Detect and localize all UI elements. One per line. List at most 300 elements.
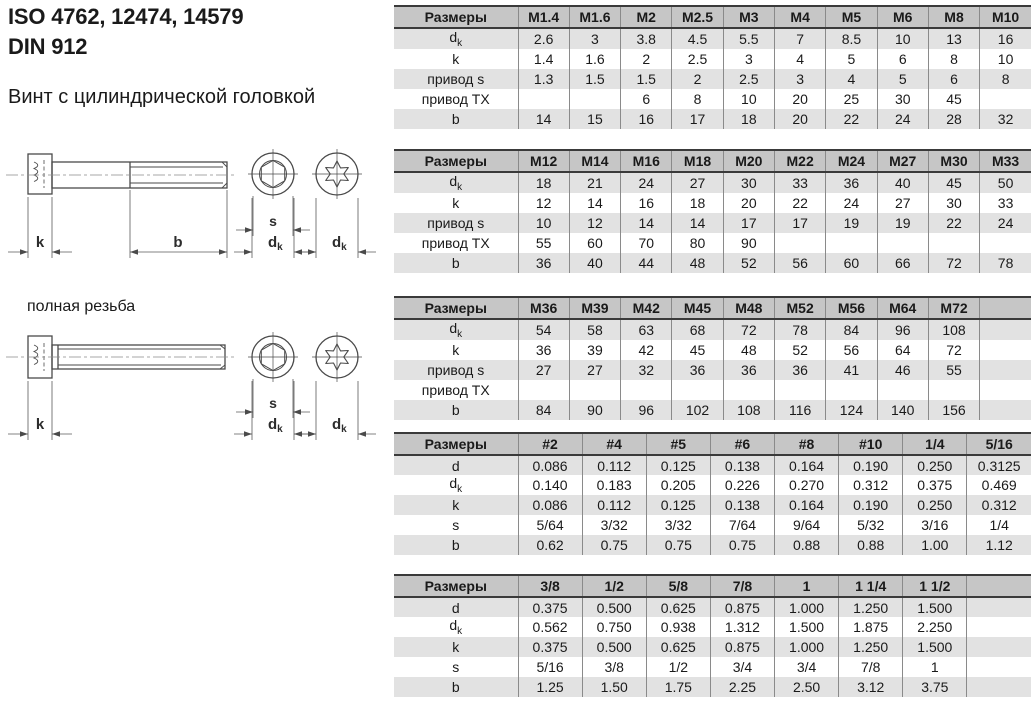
dimension-value: 46 xyxy=(877,360,928,380)
screw-side-view xyxy=(6,336,237,378)
size-column-header: M56 xyxy=(826,297,877,319)
dimension-value xyxy=(826,233,877,253)
dimension-row xyxy=(394,455,1031,475)
dimension-value: 1.5 xyxy=(621,69,672,89)
size-column-header: M6 xyxy=(877,6,928,28)
dk-dimension-label: $d_k$ xyxy=(268,234,283,253)
dimension-arrows xyxy=(20,227,366,254)
size-column-header: M10 xyxy=(980,6,1031,28)
dimension-value xyxy=(723,380,774,400)
dimension-value: 78 xyxy=(774,319,825,340)
dimension-value: 22 xyxy=(928,213,979,233)
dimension-value: 25 xyxy=(826,89,877,109)
dimension-value: 5/16 xyxy=(518,657,582,677)
dimension-value: 108 xyxy=(723,400,774,420)
row-label: b xyxy=(394,109,518,129)
dimension-value: 7/64 xyxy=(710,515,774,535)
dimension-value: 30 xyxy=(928,193,979,213)
row-label: привод TX xyxy=(394,233,518,253)
dimension-value: 18 xyxy=(723,109,774,129)
dimension-value: 27 xyxy=(569,360,620,380)
dimension-value: 64 xyxy=(877,340,928,360)
dimension-value: 6 xyxy=(621,89,672,109)
dimension-value: 27 xyxy=(877,193,928,213)
row-label: привод s xyxy=(394,360,518,380)
size-column-header: M64 xyxy=(877,297,928,319)
dimension-value: 16 xyxy=(621,193,672,213)
dimension-value: 3 xyxy=(569,28,620,49)
dimension-value: 48 xyxy=(672,253,723,273)
size-column-header: M45 xyxy=(672,297,723,319)
dimension-value: 36 xyxy=(518,253,569,273)
dimension-value: 24 xyxy=(621,172,672,193)
dimension-value: 3/4 xyxy=(775,657,839,677)
dimension-row xyxy=(394,597,1031,617)
size-column-header: 3/8 xyxy=(518,575,582,597)
s-dimension-label: s xyxy=(269,213,277,229)
dimension-value: 90 xyxy=(569,400,620,420)
dimension-value: 16 xyxy=(980,28,1031,49)
dimension-value: 108 xyxy=(928,319,979,340)
size-column-header: M27 xyxy=(877,150,928,172)
dimension-value: 0.375 xyxy=(903,475,967,495)
b-dimension-label: b xyxy=(173,234,183,251)
hex-socket-end-view xyxy=(248,149,298,199)
dimension-row xyxy=(394,360,1031,380)
dimension-value: 1.500 xyxy=(903,597,967,617)
dimension-value: 1.00 xyxy=(903,535,967,555)
dimension-value: 36 xyxy=(826,172,877,193)
table-header-row xyxy=(394,297,1031,319)
corner-header: Размеры xyxy=(394,575,518,597)
row-label: $d_k$ xyxy=(394,617,518,637)
dimension-value: 84 xyxy=(826,319,877,340)
size-column-header: M36 xyxy=(518,297,569,319)
dimension-value: 7/8 xyxy=(839,657,903,677)
dimension-value: 40 xyxy=(569,253,620,273)
row-label: $d_k$ xyxy=(394,475,518,495)
dimension-value: 1 xyxy=(903,657,967,677)
dimension-arrows xyxy=(20,409,366,436)
dimension-value: 0.140 xyxy=(518,475,582,495)
dimension-value: 41 xyxy=(826,360,877,380)
dimension-value: 7 xyxy=(774,28,825,49)
dimension-value: 32 xyxy=(621,360,672,380)
dimension-value: 52 xyxy=(774,340,825,360)
dimension-value: 1.250 xyxy=(839,597,903,617)
dimension-value: 72 xyxy=(723,319,774,340)
dimension-value: 14 xyxy=(621,213,672,233)
dimension-value: 0.190 xyxy=(839,495,903,515)
dimension-value: 5/64 xyxy=(518,515,582,535)
dimension-value: 0.164 xyxy=(775,495,839,515)
dimension-value: 1.000 xyxy=(775,637,839,657)
dimension-value: 30 xyxy=(723,172,774,193)
dimension-value: 0.183 xyxy=(582,475,646,495)
dimension-row xyxy=(394,380,1031,400)
dimension-row xyxy=(394,89,1031,109)
dimension-value xyxy=(877,233,928,253)
row-label: привод s xyxy=(394,69,518,89)
dimension-value: 0.312 xyxy=(839,475,903,495)
dimension-value: 40 xyxy=(877,172,928,193)
dimension-row xyxy=(394,677,1031,697)
size-column-header: 1 1/4 xyxy=(839,575,903,597)
dimension-value: 27 xyxy=(518,360,569,380)
dimension-value: 0.312 xyxy=(967,495,1031,515)
torx-end-view xyxy=(312,149,362,199)
dimension-value: 2.25 xyxy=(710,677,774,697)
dimension-value: 0.375 xyxy=(518,597,582,617)
dimension-value: 1.3 xyxy=(518,69,569,89)
dimension-value: 3/8 xyxy=(582,657,646,677)
dk-dimension-label: $d_k$ xyxy=(268,416,283,435)
full-thread-caption: полная резьба xyxy=(27,298,136,315)
dimension-row xyxy=(394,515,1031,535)
dimension-value xyxy=(569,380,620,400)
dimension-value: 14 xyxy=(672,213,723,233)
dimension-value: 56 xyxy=(774,253,825,273)
k-dimension-label: k xyxy=(35,234,45,251)
size-column-header: 7/8 xyxy=(710,575,774,597)
row-label: привод TX xyxy=(394,380,518,400)
dimension-value: 0.500 xyxy=(582,637,646,657)
dimension-value xyxy=(980,380,1031,400)
dimension-value: 2 xyxy=(672,69,723,89)
dimension-value: 3.8 xyxy=(621,28,672,49)
dk-dimension-label: $d_k$ xyxy=(332,416,347,435)
dimension-value: 4 xyxy=(826,69,877,89)
dimension-row xyxy=(394,617,1031,637)
dimension-value: 90 xyxy=(723,233,774,253)
row-label: b xyxy=(394,253,518,273)
row-label: $d_k$ xyxy=(394,172,518,193)
size-column-header: 5/16 xyxy=(967,433,1031,455)
row-label: k xyxy=(394,340,518,360)
screw-drawing-partial-thread xyxy=(0,140,390,300)
row-label: d xyxy=(394,597,518,617)
dimension-value: 15 xyxy=(569,109,620,129)
dimension-value: 14 xyxy=(569,193,620,213)
dimension-value: 102 xyxy=(672,400,723,420)
dimension-value: 18 xyxy=(518,172,569,193)
dimension-value xyxy=(569,89,620,109)
dimension-value: 66 xyxy=(877,253,928,273)
dimension-value: 14 xyxy=(518,109,569,129)
size-column-header: M18 xyxy=(672,150,723,172)
dimension-value: 0.625 xyxy=(646,597,710,617)
size-column-header: M12 xyxy=(518,150,569,172)
size-column-header: #2 xyxy=(518,433,582,455)
size-column-header: M48 xyxy=(723,297,774,319)
dimension-value xyxy=(518,380,569,400)
dimension-value: 24 xyxy=(877,109,928,129)
row-label: k xyxy=(394,49,518,69)
dimension-value xyxy=(774,233,825,253)
standard-title-din: DIN 912 xyxy=(8,34,88,59)
dimension-value: 2.6 xyxy=(518,28,569,49)
dimension-value: 0.190 xyxy=(839,455,903,475)
size-column-header: M30 xyxy=(928,150,979,172)
dimension-lines xyxy=(8,379,376,440)
dimension-value: 0.875 xyxy=(710,597,774,617)
dimension-value: 8.5 xyxy=(826,28,877,49)
dimension-value: 21 xyxy=(569,172,620,193)
dimension-value: 0.250 xyxy=(903,455,967,475)
dimension-value: 0.112 xyxy=(582,455,646,475)
dimension-value: 1.875 xyxy=(839,617,903,637)
dimension-value xyxy=(967,597,1031,617)
dimension-value xyxy=(928,380,979,400)
row-label: $d_k$ xyxy=(394,319,518,340)
row-label: k xyxy=(394,193,518,213)
size-column-header: M16 xyxy=(621,150,672,172)
dimension-value xyxy=(980,89,1031,109)
row-label: $d_k$ xyxy=(394,28,518,49)
dimension-value: 27 xyxy=(672,172,723,193)
dimension-value: 63 xyxy=(621,319,672,340)
dimension-value: 3.12 xyxy=(839,677,903,697)
dimension-row xyxy=(394,253,1031,273)
dimension-value xyxy=(980,233,1031,253)
dimension-value: 5/32 xyxy=(839,515,903,535)
dimension-lines xyxy=(8,190,376,258)
dimension-value: 80 xyxy=(672,233,723,253)
dimension-value: 13 xyxy=(928,28,979,49)
size-column-header: M72 xyxy=(928,297,979,319)
dimension-value: 2.5 xyxy=(672,49,723,69)
size-column-header: M1.6 xyxy=(569,6,620,28)
dimension-value: 3 xyxy=(723,49,774,69)
row-label: s xyxy=(394,515,518,535)
dimension-value: 45 xyxy=(928,89,979,109)
corner-header: Размеры xyxy=(394,433,518,455)
dimension-value: 1/2 xyxy=(646,657,710,677)
dimension-value: 0.125 xyxy=(646,495,710,515)
dimension-row xyxy=(394,233,1031,253)
dimension-value: 3/16 xyxy=(903,515,967,535)
dimension-value: 0.75 xyxy=(582,535,646,555)
corner-header: Размеры xyxy=(394,150,518,172)
size-column-header: M24 xyxy=(826,150,877,172)
dimension-value xyxy=(826,380,877,400)
dimension-row xyxy=(394,213,1031,233)
size-column-header: M3 xyxy=(723,6,774,28)
dimension-value: 16 xyxy=(621,109,672,129)
dimension-value: 4.5 xyxy=(672,28,723,49)
dimension-value: 0.138 xyxy=(710,455,774,475)
dimension-value: 1.250 xyxy=(839,637,903,657)
dimension-value: 42 xyxy=(621,340,672,360)
dimension-value: 10 xyxy=(980,49,1031,69)
dimension-value: 60 xyxy=(569,233,620,253)
dimension-value: 70 xyxy=(621,233,672,253)
dimension-row xyxy=(394,400,1031,420)
dimension-row xyxy=(394,657,1031,677)
dimension-row xyxy=(394,109,1031,129)
dimension-value: 8 xyxy=(928,49,979,69)
dimension-value: 17 xyxy=(672,109,723,129)
size-column-header xyxy=(980,297,1031,319)
dimension-value: 1.25 xyxy=(518,677,582,697)
dimension-value xyxy=(967,657,1031,677)
dimension-value: 24 xyxy=(980,213,1031,233)
dimension-row xyxy=(394,637,1031,657)
dimension-value: 32 xyxy=(980,109,1031,129)
dimension-value: 1.50 xyxy=(582,677,646,697)
size-column-header: M5 xyxy=(826,6,877,28)
dimension-value: 44 xyxy=(621,253,672,273)
corner-header: Размеры xyxy=(394,6,518,28)
dimension-value xyxy=(967,677,1031,697)
size-column-header: #4 xyxy=(582,433,646,455)
dimension-value: 9/64 xyxy=(775,515,839,535)
dimension-value xyxy=(621,380,672,400)
table-header-row xyxy=(394,433,1031,455)
dk-dimension-label: $d_k$ xyxy=(332,234,347,253)
size-column-header: 1/2 xyxy=(582,575,646,597)
dimension-value: 10 xyxy=(723,89,774,109)
dimension-value: 1.312 xyxy=(710,617,774,637)
product-subtitle: Винт с цилиндрической головкой xyxy=(8,86,316,108)
dimension-value: 17 xyxy=(774,213,825,233)
dimension-table-imperial-small xyxy=(394,432,1031,555)
dimension-value: 3.75 xyxy=(903,677,967,697)
dimension-value: 0.375 xyxy=(518,637,582,657)
dimension-value: 1.6 xyxy=(569,49,620,69)
dimension-value: 68 xyxy=(672,319,723,340)
dimension-value xyxy=(967,617,1031,637)
dimension-value: 28 xyxy=(928,109,979,129)
size-column-header: M20 xyxy=(723,150,774,172)
size-column-header: M39 xyxy=(569,297,620,319)
dimension-value: 33 xyxy=(980,193,1031,213)
dimension-value: 45 xyxy=(928,172,979,193)
corner-header: Размеры xyxy=(394,297,518,319)
dimension-value: 24 xyxy=(826,193,877,213)
dimension-value: 96 xyxy=(877,319,928,340)
dimension-value: 0.138 xyxy=(710,495,774,515)
dimension-value: 12 xyxy=(518,193,569,213)
dimension-value: 60 xyxy=(826,253,877,273)
size-column-header: #10 xyxy=(839,433,903,455)
dimension-table-metric-small xyxy=(394,5,1031,129)
dimension-value: 0.875 xyxy=(710,637,774,657)
dimension-value: 19 xyxy=(826,213,877,233)
dimension-value: 3/4 xyxy=(710,657,774,677)
dimension-value: 0.270 xyxy=(775,475,839,495)
dimension-value: 22 xyxy=(774,193,825,213)
dimension-value: 0.250 xyxy=(903,495,967,515)
dimension-value: 10 xyxy=(877,28,928,49)
dimension-value: 48 xyxy=(723,340,774,360)
dimension-row xyxy=(394,319,1031,340)
dimension-value: 78 xyxy=(980,253,1031,273)
size-column-header: M4 xyxy=(774,6,825,28)
size-column-header: M2 xyxy=(621,6,672,28)
dimension-row xyxy=(394,495,1031,515)
row-label: s xyxy=(394,657,518,677)
dimension-value: 39 xyxy=(569,340,620,360)
size-column-header xyxy=(967,575,1031,597)
dimension-value: 52 xyxy=(723,253,774,273)
dimension-value: 6 xyxy=(928,69,979,89)
dimension-value: 3/32 xyxy=(582,515,646,535)
dimension-value: 1.500 xyxy=(775,617,839,637)
dimension-value: 72 xyxy=(928,253,979,273)
dimension-row xyxy=(394,49,1031,69)
dimension-value: 0.750 xyxy=(582,617,646,637)
dimension-value: 0.500 xyxy=(582,597,646,617)
dimension-value: 56 xyxy=(826,340,877,360)
dimension-value: 17 xyxy=(723,213,774,233)
dimension-value: 0.125 xyxy=(646,455,710,475)
size-column-header: M1.4 xyxy=(518,6,569,28)
dimension-value: 36 xyxy=(518,340,569,360)
dimension-row xyxy=(394,535,1031,555)
size-column-header: 1/4 xyxy=(903,433,967,455)
dimension-table-metric-medium xyxy=(394,149,1031,273)
table-header-row xyxy=(394,575,1031,597)
dimension-value: 5 xyxy=(826,49,877,69)
dimension-value: 10 xyxy=(518,213,569,233)
table-header-row xyxy=(394,6,1031,28)
dimension-value: 1.000 xyxy=(775,597,839,617)
dimension-table-metric-large xyxy=(394,296,1031,420)
dimension-value: 2 xyxy=(621,49,672,69)
size-column-header: #6 xyxy=(710,433,774,455)
dimension-value: 54 xyxy=(518,319,569,340)
dimension-value: 0.625 xyxy=(646,637,710,657)
size-column-header: M22 xyxy=(774,150,825,172)
size-column-header: M14 xyxy=(569,150,620,172)
dimension-value: 6 xyxy=(877,49,928,69)
dimension-value: 0.562 xyxy=(518,617,582,637)
dimension-value: 55 xyxy=(928,360,979,380)
dimension-value: 72 xyxy=(928,340,979,360)
dimension-value: 1.4 xyxy=(518,49,569,69)
dimension-value: 96 xyxy=(621,400,672,420)
dimension-value: 0.205 xyxy=(646,475,710,495)
dimension-value: 8 xyxy=(672,89,723,109)
dimension-value: 3/32 xyxy=(646,515,710,535)
dimension-value: 8 xyxy=(980,69,1031,89)
title-block xyxy=(8,2,243,62)
dimension-value: 3 xyxy=(774,69,825,89)
dimension-value: 0.226 xyxy=(710,475,774,495)
dimension-value: 2.5 xyxy=(723,69,774,89)
dimension-value: 0.88 xyxy=(839,535,903,555)
dimension-value: 45 xyxy=(672,340,723,360)
dimension-value xyxy=(774,380,825,400)
standard-title-iso: ISO 4762, 12474, 14579 xyxy=(8,4,244,29)
size-column-header: M42 xyxy=(621,297,672,319)
dimension-value: 36 xyxy=(774,360,825,380)
dimension-value: 124 xyxy=(826,400,877,420)
dimension-value: 5.5 xyxy=(723,28,774,49)
dimension-value xyxy=(980,360,1031,380)
dimension-row xyxy=(394,172,1031,193)
dimension-value xyxy=(518,89,569,109)
dimension-value: 2.50 xyxy=(775,677,839,697)
dimension-value: 58 xyxy=(569,319,620,340)
size-column-header: 5/8 xyxy=(646,575,710,597)
dimension-value: 0.62 xyxy=(518,535,582,555)
size-column-header: #5 xyxy=(646,433,710,455)
dimension-value: 36 xyxy=(672,360,723,380)
row-label: b xyxy=(394,400,518,420)
dimension-value: 1/4 xyxy=(967,515,1031,535)
